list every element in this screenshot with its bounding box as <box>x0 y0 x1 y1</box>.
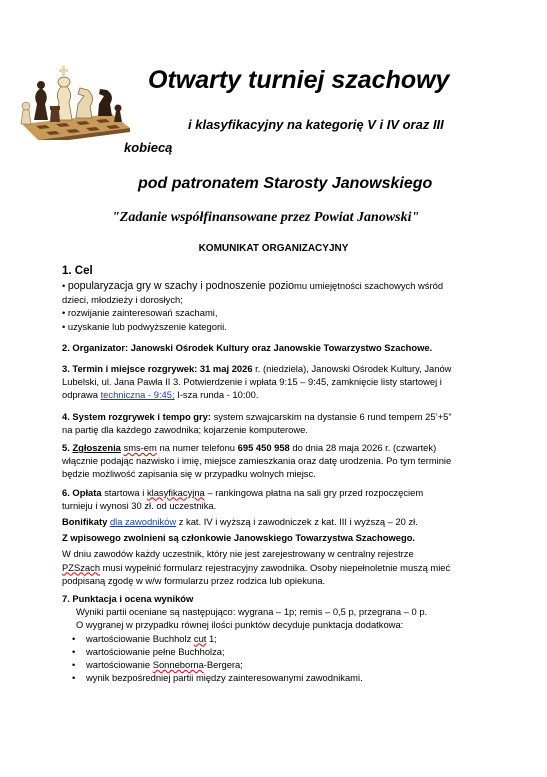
spacer <box>62 402 502 410</box>
patronage-line: pod patronatem Starosty Janowskiego <box>138 175 433 192</box>
cofinancing-note: "Zadanie współfinansowane przez Powiat Janowski" <box>112 210 420 225</box>
phone-number: 695 450 958 <box>237 442 290 454</box>
spellcheck-word: PZSzach <box>62 561 101 573</box>
section-7-line-1: Wyniki partii oceniane są następująco: wygrana – 1p; remis – 0,5 p, przegrana – 0 p. <box>76 606 428 618</box>
section-2-organizer: 2. Organizator: Janowski Ośrodek Kultury oraz Janowskie Towarzystwo Szachowe. <box>62 341 433 353</box>
section-4-label: 4. System rozgrywek i tempo gry: <box>62 410 212 422</box>
text: z kat. IV i wyższą i zawodniczek z kat. III i wyższą – 20 zł. <box>176 516 418 528</box>
section-1-heading: 1. Cel <box>62 265 93 277</box>
section-7-line-2: O wygranej w przypadku równej ilości punktów decyduje punktacja dodatkowa: <box>76 619 404 631</box>
section-7-item-2: • wartościowanie pełne Buchholza; <box>62 645 502 658</box>
technical-briefing-link[interactable]: techniczna - 9:45; <box>100 389 175 401</box>
bonus-label: Bonifikaty <box>62 516 108 528</box>
bullet-text-small: mu umiejętności szachowych wśród <box>294 280 444 291</box>
section-6-reg-line-3: podpisaną zgodę w w/w formularzu przez rodzica lub opiekuna. <box>62 574 326 586</box>
section-6-line-2: turnieju i wynosi 30 zł. od uczestnika. <box>62 499 217 511</box>
section-5-label: Zgłoszenia <box>72 442 121 454</box>
section-5-line-3: będzie możliwość zapisania się w przypadku wolnych miejsc. <box>62 468 316 480</box>
page-title: Otwarty turniej szachowy <box>148 66 450 94</box>
section-7-heading: 7. Punktacja i ocena wyników <box>62 593 194 605</box>
bullet-text-large: popularyzacja gry w szachy i podnoszenie pozio <box>67 280 295 292</box>
section-6-bonus <box>62 515 502 528</box>
spellcheck-word: Sonneborna <box>152 659 204 671</box>
section-4-line-1 <box>62 410 502 423</box>
text: 1; <box>206 632 217 644</box>
section-7-item-3 <box>62 658 502 671</box>
section-6-exempt: Z wpisowego zwolnieni są członkowie Janowskiego Towarzystwa Szachowego. <box>62 532 416 544</box>
subtitle-line-1: i klasyfikacyjny na kategorię V i IV oraz III <box>188 117 444 132</box>
subtitle-line-2: kobiecą <box>124 140 173 155</box>
section-1-bullet-1-cont: dzieci, młodzieży i dorosłych; <box>62 294 183 306</box>
text: I <box>174 389 180 401</box>
bullet-text: rozwijanie zainteresowań szachami, <box>67 307 218 319</box>
document-body <box>62 264 502 684</box>
section-6-label: 6. Opłata <box>62 486 102 498</box>
section-6-reg-line-2 <box>62 561 502 574</box>
section-4-text: system szwajcarskim na dystansie 6 rund tempem 25’+5” <box>211 410 452 422</box>
section-3-line-1 <box>62 362 502 375</box>
chess-pieces-icon <box>14 62 134 140</box>
players-link[interactable]: dla zawodników <box>109 516 177 528</box>
section-3-label: 3. Termin i miejsce rozgrywek: 31 maj 2026 <box>62 363 253 375</box>
section-7-item-1 <box>62 632 502 645</box>
text: odprawa <box>62 389 101 401</box>
spellcheck-word: klasyfikacyjna <box>146 486 205 498</box>
spellcheck-word: cut <box>193 632 207 644</box>
text: startowa i <box>101 486 147 498</box>
section-7-item-4: • wynik bezpośredniej partii między zainteresowanymi zawodnikami. <box>62 671 502 684</box>
text: musi wypełnić formularz rejestracyjny zawodnika. Osoby niepełnoletnie muszą mieć <box>100 561 451 573</box>
spellcheck-word: sms-em <box>123 442 157 454</box>
section-1-bullet-2: • rozwijanie zainteresowań szachami, <box>62 307 218 319</box>
section-1-bullet-3: • uzyskanie lub podwyższenie kategorii. <box>62 320 227 332</box>
section-5-number: 5. <box>62 442 73 454</box>
section-6-line-1 <box>62 486 502 499</box>
section-3-line-2: Lubelski, ul. Jana Pawła II 3. Potwierdzenie i wpłata 9:15 – 9:45, zamknięcie listy startowej i <box>62 376 442 388</box>
section-5-line-2: włącznie podając nazwisko i imię, miejsce zamieszkania oraz datę urodzenia. Po tym terminie <box>62 455 452 467</box>
section-1-bullet-1: • popularyzacja gry w szachy i podnoszenie poziomu umiejętności szachowych wśród <box>62 280 444 292</box>
spacer <box>62 354 502 362</box>
section-3-line-3 <box>62 388 502 401</box>
text: wartościowanie <box>86 659 153 671</box>
section-3-text: r. (niedziela), Janowski Ośrodek Kultury, Janów <box>252 363 452 375</box>
text: -Bergera; <box>203 659 243 671</box>
bullet-text: uzyskanie lub podwyższenie kategorii. <box>67 320 227 332</box>
text: -sza runda - 10:00. <box>179 389 259 401</box>
section-6-reg-line-1: W dniu zawodów każdy uczestnik, który nie jest zarejestrowany w centralny rejestrze <box>62 548 414 560</box>
section-5-line-1 <box>62 441 502 454</box>
text: na numer telefonu <box>156 442 238 454</box>
section-4-line-2: na partię dla każdego zawodnika; kojarzenie komputerowe. <box>62 423 308 435</box>
announcement-heading: KOMUNIKAT ORGANIZACYJNY <box>198 243 349 254</box>
text: do dnia 28 maja 2026 r. (czwartek) <box>289 442 437 454</box>
spacer <box>62 333 502 341</box>
text: wartościowanie Buchholz <box>86 632 194 644</box>
text: – rankingowa płatna na sali gry przed rozpoczęciem <box>204 486 424 498</box>
